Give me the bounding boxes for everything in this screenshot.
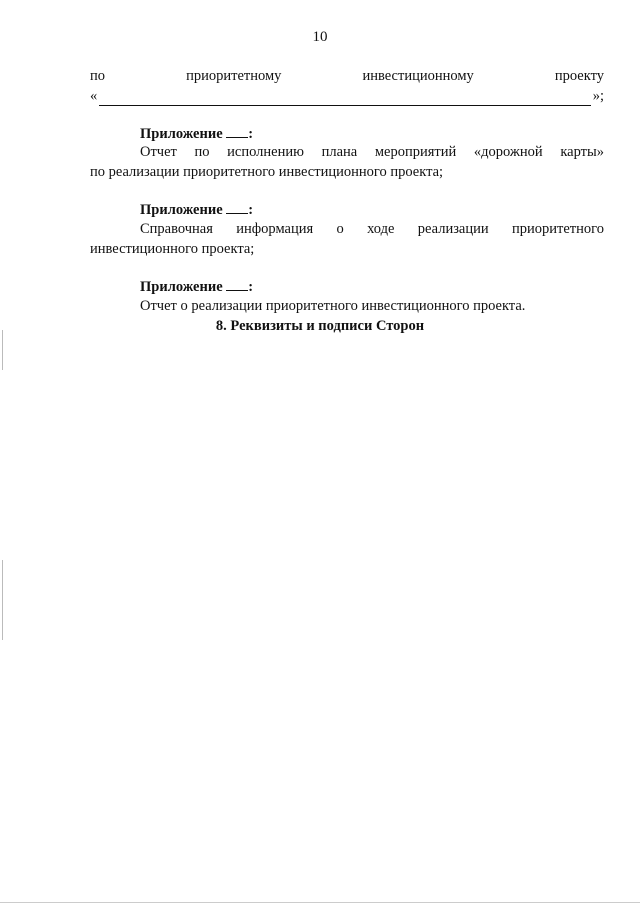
appendix-word: карты» — [560, 144, 604, 160]
intro-line — [90, 66, 604, 86]
scan-edge-mark — [2, 560, 3, 640]
appendix-word: информация — [236, 221, 314, 237]
section-title: 8. Реквизиты и подписи Сторон — [215, 318, 425, 334]
appendix-text-line: Отчет о реализации приоритетного инвестиционного проекта. — [140, 298, 526, 314]
appendix-suffix: : — [248, 202, 254, 218]
appendix-suffix: : — [248, 279, 254, 295]
appendix-number-blank — [226, 125, 248, 138]
appendix-word: Отчет — [140, 144, 177, 160]
appendix-word: мероприятий — [374, 144, 457, 160]
appendix-suffix: : — [248, 126, 254, 142]
appendix-number-blank — [226, 201, 248, 214]
intro-word: инвестиционному — [362, 68, 474, 84]
appendix-word: плана — [321, 144, 358, 160]
appendix-word: «дорожной — [473, 144, 543, 160]
appendix-word: приоритетного — [512, 221, 604, 237]
appendix-word: о — [336, 221, 344, 237]
appendix-text-line — [140, 219, 604, 239]
intro-word: приоритетному — [186, 68, 282, 84]
appendix-word: исполнению — [227, 144, 304, 160]
page-number: 10 — [312, 29, 328, 45]
quote-close: »; — [592, 88, 604, 104]
scan-edge-mark — [0, 902, 640, 903]
appendix-heading — [90, 200, 640, 220]
appendix-word: по — [194, 144, 210, 160]
appendix-word: ходе — [367, 221, 395, 237]
appendix-word: реализации — [417, 221, 489, 237]
appendix-word: Справочная — [140, 221, 213, 237]
quote-open: « — [90, 88, 98, 104]
intro-word: проекту — [554, 68, 604, 84]
appendix-label: Приложение — [140, 279, 223, 295]
appendix-text-line — [140, 142, 604, 162]
appendix-text-continued: по реализации приоритетного инвестиционного проекта; — [90, 164, 444, 180]
appendix-heading — [90, 124, 640, 144]
appendix-label: Приложение — [140, 202, 223, 218]
appendix-label: Приложение — [140, 126, 223, 142]
appendix-number-blank — [226, 278, 248, 291]
project-name-blank — [99, 91, 590, 106]
appendix-heading — [90, 277, 640, 297]
scan-edge-mark — [2, 330, 3, 370]
intro-word: по — [90, 68, 106, 84]
appendix-text-continued: инвестиционного проекта; — [90, 241, 255, 257]
project-name-line — [90, 86, 604, 106]
